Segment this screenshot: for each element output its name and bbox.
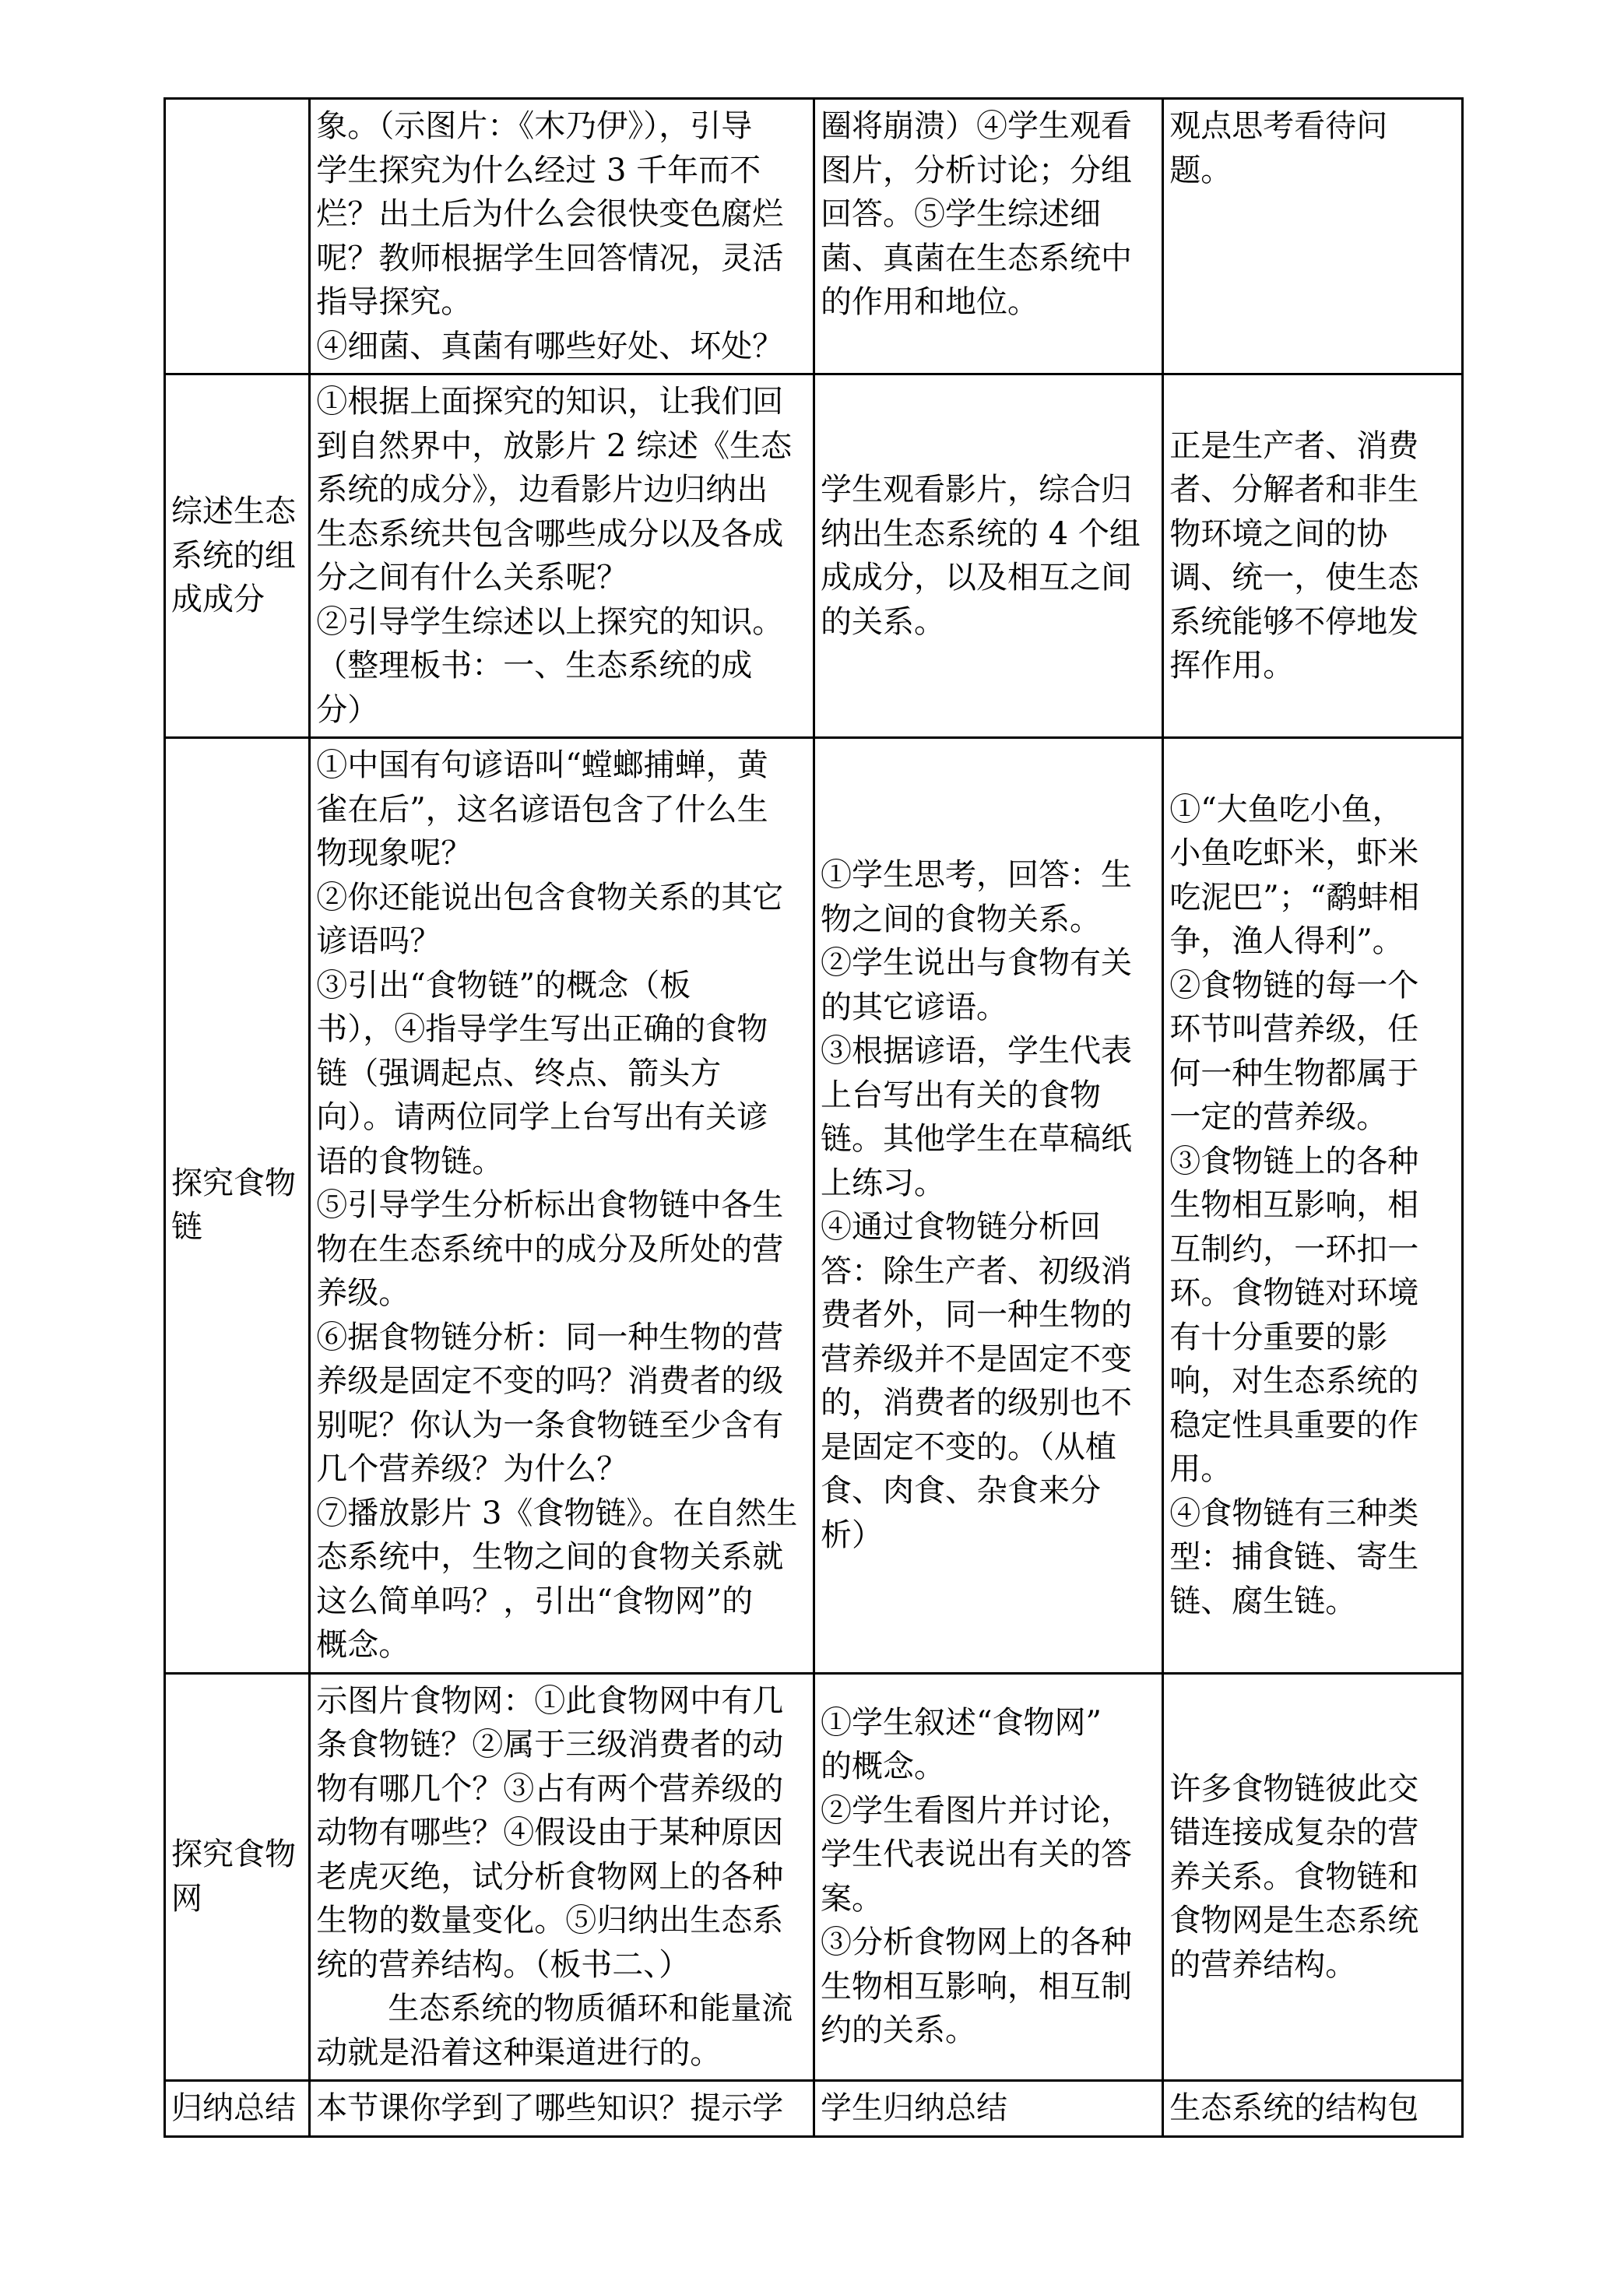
lesson-plan-table xyxy=(163,97,1464,2138)
design-notes-cell: 许多食物链彼此交 错连接成复杂的营 养关系。食物链和 食物网是生态系统 的营养结构。 xyxy=(1163,1673,1463,2081)
student-activity-cell: 学生归纳总结 xyxy=(814,2081,1163,2137)
student-activity-cell: ①学生思考，回答：生 物之间的食物关系。 ②学生说出与食物有关 的其它谚语。 ③根据谚语，学生代表 上台写出有关的食物 链。其他学生在草稿纸 上练习。 ④通过食物链分析回 答：除生产者、初级消 费者外，同一种生物的 营养级并不是固定不变 的，消费者的级别也不 是固定不变的。（从植 食、肉食、杂食来分 析） xyxy=(814,738,1163,1674)
teacher-activity-cell: 本节课你学到了哪些知识？提示学 xyxy=(310,2081,814,2137)
teacher-activity-cell: ①根据上面探究的知识，让我们回 到自然界中，放影片 2 综述《生态 系统的成分》，边看影片边归纳出 生态系统共包含哪些成分以及各成 分之间有什么关系呢？ ②引导学生综述以上探究的知识。 （整理板书：一、生态系统的成 分） xyxy=(310,374,814,738)
design-notes-cell: ①“大鱼吃小鱼， 小鱼吃虾米，虾米 吃泥巴”；“鹬蚌相 争，渔人得利”。 ②食物链的每一个 环节叫营养级，任 何一种生物都属于 一定的营养级。 ③食物链上的各种 生物相互影响，相 互制约，一环扣一 环。食物链对环境 有十分重要的影 响，对生态系统的 稳定性具重要的作 用。 ④食物链有三种类 型：捕食链、寄生 链、腐生链。 xyxy=(1163,738,1463,1674)
teacher-activity-cell: ①中国有句谚语叫“螳螂捕蝉，黄 雀在后”，这名谚语包含了什么生 物现象呢？ ②你还能说出包含食物关系的其它 谚语吗？ ③引出“食物链”的概念（板 书），④指导学生写出正确的食物 链（强调起点、终点、箭头方 向）。请两位同学上台写出有关谚 语的食物链。 ⑤引导学生分析标出食物链中各生 物在生态系统中的成分及所处的营 养级。 ⑥据食物链分析：同一种生物的营 养级是固定不变的吗？消费者的级 别呢？你认为一条食物链至少含有 几个营养级？为什么？ ⑦播放影片 3《食物链》。在自然生 态系统中，生物之间的食物关系就 这么简单吗？，引出“食物网”的 概念。 xyxy=(310,738,814,1674)
stage-cell: 探究食物 网 xyxy=(165,1673,310,2081)
student-activity-cell: 学生观看影片，综合归 纳出生态系统的 4 个组 成成分，以及相互之间 的关系。 xyxy=(814,374,1163,738)
student-activity-cell: 圈将崩溃）④学生观看 图片，分析讨论；分组 回答。⑤学生综述细 菌、真菌在生态系统中 的作用和地位。 xyxy=(814,99,1163,374)
student-activity-cell: ①学生叙述“食物网” 的概念。 ②学生看图片并讨论， 学生代表说出有关的答 案。 ③分析食物网上的各种 生物相互影响，相互制 约的关系。 xyxy=(814,1673,1163,2081)
table-row xyxy=(165,738,1463,1674)
stage-cell: 综述生态 系统的组 成成分 xyxy=(165,374,310,738)
stage-cell: 探究食物 链 xyxy=(165,738,310,1674)
design-notes-cell: 观点思考看待问 题。 xyxy=(1163,99,1463,374)
stage-cell xyxy=(165,99,310,374)
table-row xyxy=(165,1673,1463,2081)
stage-cell: 归纳总结 xyxy=(165,2081,310,2137)
teacher-activity-cell: 象。（示图片：《木乃伊》），引导 学生探究为什么经过 3 千年而不 烂？出土后为什么会很快变色腐烂 呢？教师根据学生回答情况，灵活 指导探究。 ④细菌、真菌有哪些好处、坏处？ xyxy=(310,99,814,374)
table-row xyxy=(165,2081,1463,2137)
table-row xyxy=(165,99,1463,374)
teacher-activity-cell: 示图片食物网：①此食物网中有几 条食物链？②属于三级消费者的动 物有哪几个？③占有两个营养级的 动物有哪些？④假设由于某种原因 老虎灭绝，试分析食物网上的各种 生物的数量变化。⑤归纳出生态系 统的营养结构。（板书二、） 生态系统的物质循环和能量流 动就是沿着这种渠道进行的。 xyxy=(310,1673,814,2081)
table-row xyxy=(165,374,1463,738)
design-notes-cell: 生态系统的结构包 xyxy=(1163,2081,1463,2137)
design-notes-cell: 正是生产者、消费 者、分解者和非生 物环境之间的协 调、统一，使生态 系统能够不停地发 挥作用。 xyxy=(1163,374,1463,738)
